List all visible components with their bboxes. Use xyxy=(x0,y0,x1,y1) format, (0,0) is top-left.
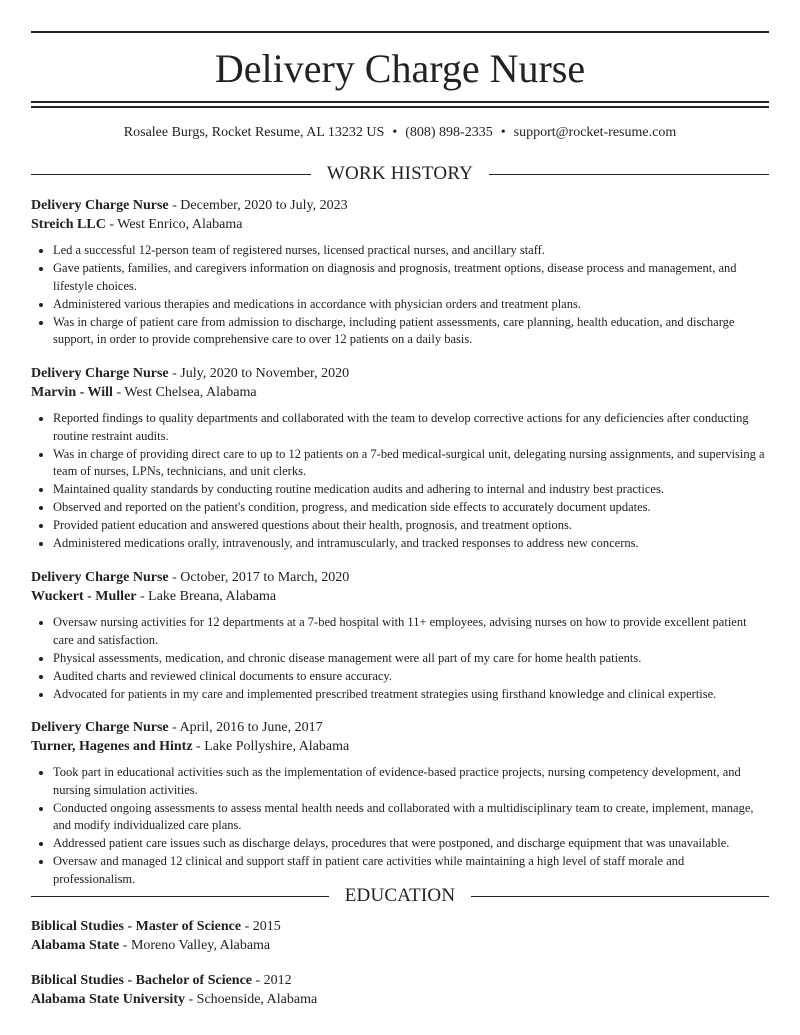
education-entry xyxy=(31,971,769,1009)
job-entry xyxy=(31,568,769,704)
job-bullets xyxy=(31,614,769,703)
contact-address: Rosalee Burgs, Rocket Resume, AL 13232 US xyxy=(123,125,385,140)
job-entry xyxy=(31,196,769,349)
degree-year: - 2012 xyxy=(252,973,292,988)
job-bullet: • Led a successful 12-person team of registered nurses, licensed practical nurses, and ancillary staff. xyxy=(53,242,769,260)
job-title-line xyxy=(31,364,769,383)
degree-line xyxy=(31,917,769,936)
degree-year: - 2015 xyxy=(241,919,281,934)
resume-title: Delivery Charge Nurse xyxy=(214,46,586,91)
job-title-line xyxy=(31,196,769,215)
job-title: Delivery Charge Nurse xyxy=(31,366,169,381)
job-bullet: • Advocated for patients in my care and implemented prescribed treatment strategies using firsthand knowledge and clinical expertise. xyxy=(53,686,769,704)
job-dates: - April, 2016 to June, 2017 xyxy=(168,720,323,735)
title-rule-lower xyxy=(31,106,769,108)
job-bullet: • Observed and reported on the patient's condition, progress, and medication side effects to accurately document updates. xyxy=(53,499,769,517)
job-company: Marvin - Will xyxy=(31,385,113,400)
job-location: - Lake Pollyshire, Alabama xyxy=(192,739,350,754)
job-bullets xyxy=(31,242,769,349)
job-bullet: • Reported findings to quality departments and collaborated with the team to develop corrective actions for any deficiencies after conducting routine restraint audits. xyxy=(53,410,769,445)
job-bullet: • Took part in educational activities such as the implementation of evidence-based practice projects, nursing competency development, and nursing simulation activities. xyxy=(53,764,769,799)
contact-separator: • xyxy=(392,125,398,140)
job-location: - Lake Breana, Alabama xyxy=(136,589,277,604)
job-bullet: • Oversaw nursing activities for 12 departments at a 7-bed hospital with 11+ employees, advising nurses on how to provide excellent patient care and satisfaction. xyxy=(53,614,769,649)
job-bullet: • Conducted ongoing assessments to assess mental health needs and collaborated with a multidisciplinary team to create, implement, manage, and modify individualized care plans. xyxy=(53,800,769,835)
degree-line xyxy=(31,971,769,990)
job-title: Delivery Charge Nurse xyxy=(31,570,169,585)
job-bullet: • Administered medications orally, intravenously, and intramuscularly, and tracked responses to address new concerns. xyxy=(53,535,769,553)
degree: Biblical Studies - Master of Science xyxy=(31,919,242,934)
job-dates: - July, 2020 to November, 2020 xyxy=(168,366,350,381)
degree: Biblical Studies - Bachelor of Science xyxy=(31,973,253,988)
job-bullet: • Addressed patient care issues such as discharge delays, procedures that were postponed, and discharge equipment that was unavailable. xyxy=(53,835,769,853)
school-location: - Moreno Valley, Alabama xyxy=(119,938,271,953)
job-title: Delivery Charge Nurse xyxy=(31,198,169,213)
job-dates: - December, 2020 to July, 2023 xyxy=(168,198,348,213)
job-entry xyxy=(31,718,769,889)
school-line xyxy=(31,936,769,955)
job-location: - West Chelsea, Alabama xyxy=(112,385,257,400)
contact-phone: (808) 898-2335 xyxy=(405,125,493,140)
title-rule-upper xyxy=(31,101,769,103)
job-entry xyxy=(31,364,769,553)
job-title-line xyxy=(31,568,769,587)
job-company: Wuckert - Muller xyxy=(31,589,137,604)
job-bullet: • Was in charge of providing direct care to up to 12 patients on a 7-bed medical-surgical unit, delegating nursing assignments, and supervising a team of nurses, LPNs, technicians, and unit clerks. xyxy=(53,446,769,481)
job-bullet: • Audited charts and reviewed clinical documents to ensure accuracy. xyxy=(53,668,769,686)
job-company-line xyxy=(31,215,769,234)
work-history-label: WORK HISTORY xyxy=(326,163,474,184)
job-title: Delivery Charge Nurse xyxy=(31,720,169,735)
job-company-line xyxy=(31,383,769,402)
job-bullet: • Was in charge of patient care from admission to discharge, including patient assessments, care planning, health education, and discharge support, in order to provide comprehensive care to over 12 patients on a daily basis. xyxy=(53,314,769,349)
school: Alabama State University xyxy=(31,992,185,1007)
job-bullet: • Physical assessments, medication, and chronic disease management were all part of my care for home health patients. xyxy=(53,650,769,668)
education-label: EDUCATION xyxy=(344,885,456,906)
top-rule xyxy=(31,31,769,33)
job-company: Turner, Hagenes and Hintz xyxy=(31,739,193,754)
contact-line xyxy=(0,124,800,142)
job-title-line xyxy=(31,718,769,737)
job-company: Streich LLC xyxy=(31,217,106,232)
job-bullets xyxy=(31,410,769,553)
school-location: - Schoenside, Alabama xyxy=(185,992,318,1007)
school: Alabama State xyxy=(31,938,120,953)
heading-rule-right xyxy=(471,896,769,897)
heading-rule-left xyxy=(31,174,311,175)
job-bullet: • Gave patients, families, and caregivers information on diagnosis and prognosis, treatment options, disease process and management, and lifestyle choices. xyxy=(53,260,769,295)
heading-rule-left xyxy=(31,896,329,897)
job-bullet: • Administered various therapies and medications in accordance with physician orders and treatment plans. xyxy=(53,296,769,314)
heading-rule-right xyxy=(489,174,769,175)
job-bullets xyxy=(31,764,769,888)
contact-separator: • xyxy=(500,125,506,140)
job-bullet: • Oversaw and managed 12 clinical and support staff in patient care activities while maintaining a high level of staff morale and professionalism. xyxy=(53,853,769,888)
education-heading xyxy=(31,884,769,908)
school-line xyxy=(31,990,769,1009)
job-dates: - October, 2017 to March, 2020 xyxy=(168,570,350,585)
work-history-heading xyxy=(31,162,769,186)
education-entry xyxy=(31,917,769,955)
job-location: - West Enrico, Alabama xyxy=(105,217,243,232)
job-company-line xyxy=(31,737,769,756)
job-bullet: • Maintained quality standards by conducting routine medication audits and adhering to internal and industry best practices. xyxy=(53,481,769,499)
job-bullet: • Provided patient education and answered questions about their health, prognosis, and treatment options. xyxy=(53,517,769,535)
job-company-line xyxy=(31,587,769,606)
contact-email: support@rocket-resume.com xyxy=(513,125,677,140)
